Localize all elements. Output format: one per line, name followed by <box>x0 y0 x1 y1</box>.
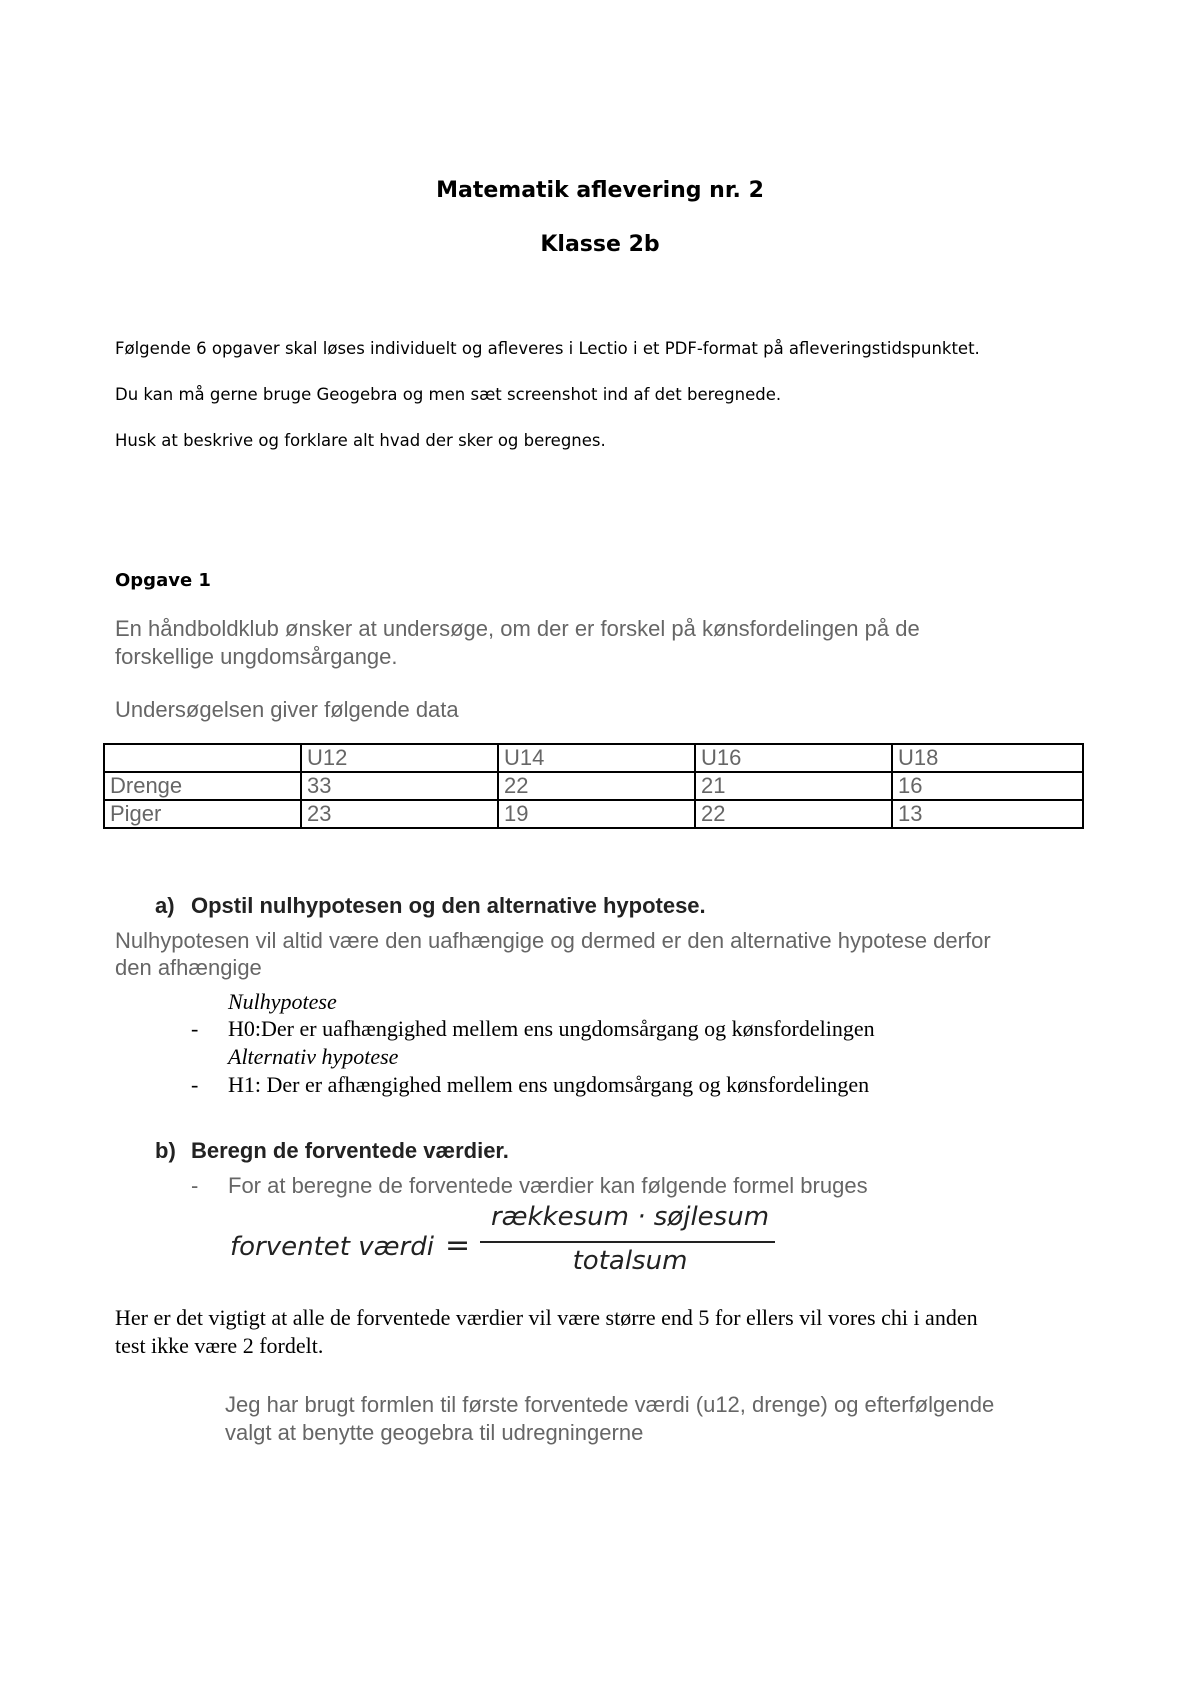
table-cell: 21 <box>695 772 892 800</box>
null-hypothesis-text: H0:Der er uafhængighed mellem ens ungdomsårgang og kønsfordelingen <box>228 1016 875 1041</box>
formula-numerator: rækkesum · søjlesum <box>490 1202 770 1232</box>
table-cell: U18 <box>892 744 1083 772</box>
table-cell: 22 <box>498 772 695 800</box>
table-cell: U14 <box>498 744 695 772</box>
comment-line-1: Jeg har brugt formlen til første forventede værdi (u12, drenge) og efterfølgende <box>225 1392 995 1417</box>
table-header-row <box>104 744 1083 772</box>
table-row <box>104 800 1083 828</box>
data-table <box>103 743 1084 829</box>
task1-description-line-2: forskellige ungdomsårgange. <box>115 644 398 669</box>
table-cell: 13 <box>892 800 1083 828</box>
part-a-question: Opstil nulhypotesen og den alternative hypotese. <box>191 893 706 918</box>
formula-lhs: forventet værdi <box>230 1232 434 1262</box>
task1-description-line-1: En håndboldklub ønsker at undersøge, om der er forskel på kønsfordelingen på de <box>115 616 920 641</box>
null-hypothesis-label: Nulhypotese <box>228 989 337 1014</box>
alternative-hypothesis-text: H1: Der er afhængighed mellem ens ungdomsårgang og kønsfordelingen <box>228 1072 870 1097</box>
part-a-answer-line-1: Nulhypotesen vil altid være den uafhængige og dermed er den alternative hypotese derfor <box>115 928 991 953</box>
bullet-dash: - <box>191 1072 199 1097</box>
table-cell: U12 <box>301 744 498 772</box>
table-cell: 23 <box>301 800 498 828</box>
part-b-bullet-text: For at beregne de forventede værdier kan følgende formel bruges <box>228 1173 868 1198</box>
comment-line-2: valgt at benytte geogebra til udregningerne <box>225 1420 644 1445</box>
bullet-dash: - <box>191 1173 199 1198</box>
note-line-1: Her er det vigtigt at alle de forventede værdier vil være større end 5 for ellers vil vores chi i anden <box>115 1305 978 1330</box>
note-line-2: test ikke være 2 fordelt. <box>115 1333 324 1358</box>
data-intro: Undersøgelsen giver følgende data <box>115 697 459 722</box>
table-cell: Drenge <box>104 772 301 800</box>
part-a-label: a) <box>155 893 175 918</box>
part-b-label: b) <box>155 1138 176 1163</box>
formula-equals: = <box>445 1228 471 1263</box>
table-cell <box>104 744 301 772</box>
intro-line-1: Følgende 6 opgaver skal løses individuelt og afleveres i Lectio i et PDF-format på afleveringstidspunktet. <box>115 339 980 358</box>
intro-line-3: Husk at beskrive og forklare alt hvad der sker og beregnes. <box>115 431 606 450</box>
table-cell: 19 <box>498 800 695 828</box>
alternative-hypothesis-label: Alternativ hypotese <box>228 1044 399 1069</box>
fraction-bar <box>480 1241 775 1243</box>
document-title: Matematik aflevering nr. 2 <box>436 178 764 203</box>
table-cell: 33 <box>301 772 498 800</box>
table-cell: Piger <box>104 800 301 828</box>
formula-denominator: totalsum <box>572 1246 688 1276</box>
table-row <box>104 772 1083 800</box>
table-cell: 16 <box>892 772 1083 800</box>
intro-line-2: Du kan må gerne bruge Geogebra og men sæt screenshot ind af det beregnede. <box>115 385 782 404</box>
task1-heading: Opgave 1 <box>115 570 211 591</box>
table-cell: 22 <box>695 800 892 828</box>
part-b-question: Beregn de forventede værdier. <box>191 1138 509 1163</box>
part-a-answer-line-2: den afhængige <box>115 955 262 980</box>
bullet-dash: - <box>191 1016 199 1041</box>
table-cell: U16 <box>695 744 892 772</box>
document-subtitle: Klasse 2b <box>540 232 660 257</box>
